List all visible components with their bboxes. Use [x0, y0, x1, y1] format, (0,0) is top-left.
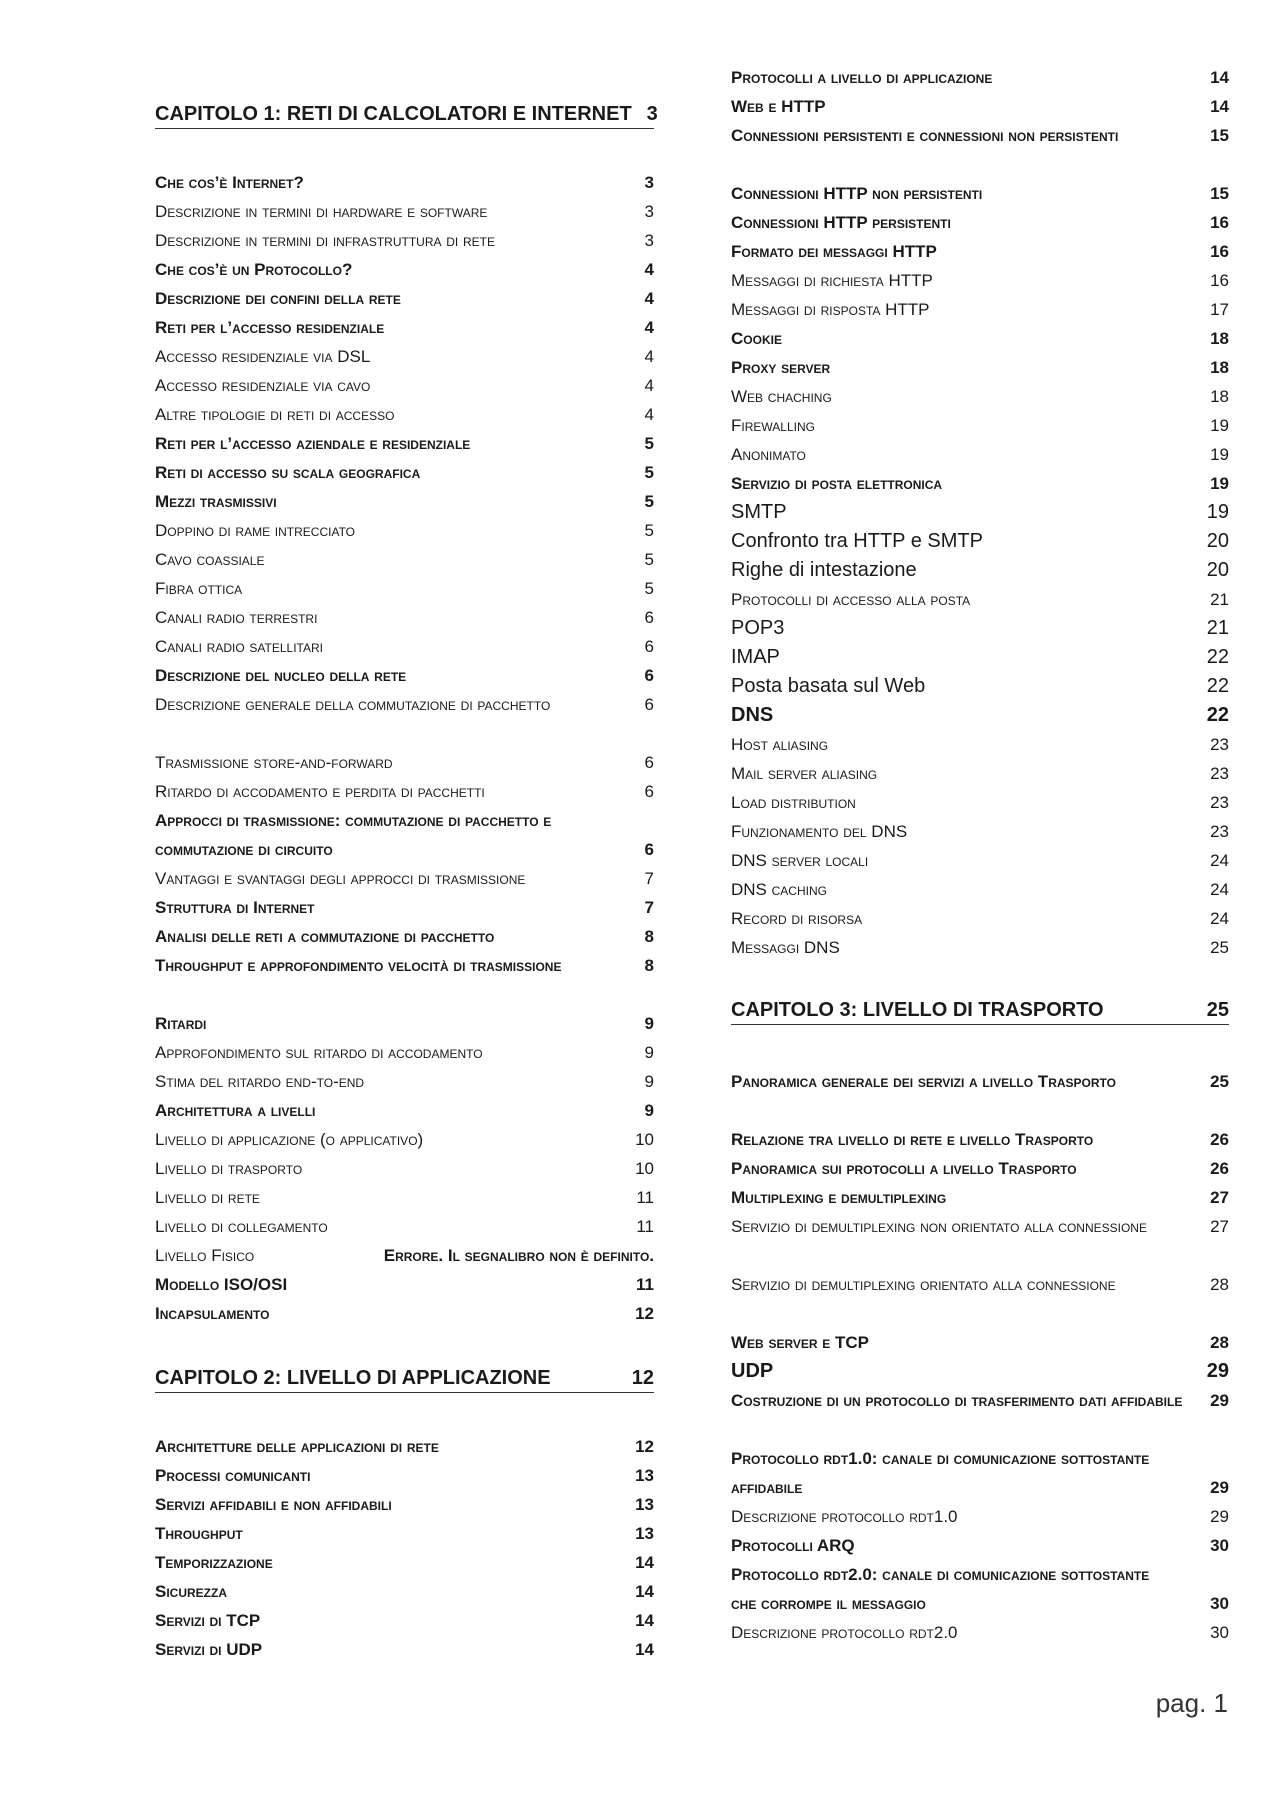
toc-page: 4 — [644, 376, 654, 395]
toc-chapter-2[interactable] — [155, 1364, 654, 1393]
toc-entry[interactable] — [731, 1560, 1229, 1618]
toc-page: 26 — [1210, 1130, 1229, 1149]
toc-page: 4 — [644, 318, 654, 337]
toc-title: Messaggi di risposta HTTP — [731, 300, 930, 319]
toc-page: 21 — [1210, 590, 1229, 609]
toc-title: Livello di trasporto — [155, 1159, 303, 1178]
toc-page: 9 — [644, 1101, 654, 1120]
toc-title: Multiplexing e demultiplexing — [731, 1188, 947, 1207]
toc-page: 23 — [1210, 764, 1229, 783]
toc-title: Reti di accesso su scala geografica — [155, 463, 421, 482]
toc-page: 23 — [1210, 822, 1229, 841]
toc-entry[interactable] — [731, 1125, 1229, 1154]
toc-page: 10 — [635, 1130, 654, 1149]
toc-title: Doppino di rame intrecciato — [155, 521, 356, 540]
toc-entry[interactable] — [731, 179, 1229, 208]
toc-page: 6 — [644, 666, 654, 685]
toc-title: CAPITOLO 1: RETI DI CALCOLATORI E INTERNET — [155, 103, 632, 125]
toc-title: Sicurezza — [155, 1582, 228, 1601]
toc-page: 28 — [1210, 1275, 1229, 1294]
toc-entry[interactable] — [155, 458, 654, 487]
toc-page: 4 — [644, 260, 654, 279]
toc-title: Descrizione protocollo rdt2.0 — [731, 1623, 958, 1642]
toc-entry[interactable] — [731, 556, 1229, 585]
toc-page: 30 — [1210, 1594, 1229, 1613]
toc-page: 13 — [635, 1466, 654, 1485]
toc-page: 26 — [1210, 1159, 1229, 1178]
toc-title: Throughput e approfondimento velocità di trasmissione — [155, 956, 562, 975]
toc-entry[interactable] — [155, 1154, 654, 1183]
toc-page: 24 — [1210, 851, 1229, 870]
toc-entry[interactable] — [155, 342, 654, 371]
toc-page: 14 — [635, 1553, 654, 1572]
toc-entry[interactable] — [731, 1212, 1229, 1241]
toc-entry[interactable] — [731, 614, 1229, 643]
toc-title: Web server e TCP — [731, 1333, 870, 1352]
toc-page: 7 — [644, 898, 654, 917]
toc-entry[interactable] — [731, 266, 1229, 295]
toc-entry[interactable] — [155, 1606, 654, 1635]
toc-title: Che cos’è un Protocollo? — [155, 260, 353, 279]
toc-page: 29 — [1210, 1478, 1229, 1497]
toc-title: Mezzi trasmissivi — [155, 492, 277, 511]
toc-title: Connessioni persistenti e connessioni non persistenti — [731, 126, 1119, 145]
toc-page: 12 — [635, 1437, 654, 1456]
toc-title: Vantaggi e svantaggi degli approcci di trasmissione — [155, 869, 526, 888]
toc-title: Servizi di TCP — [155, 1611, 261, 1630]
toc-entry[interactable] — [731, 295, 1229, 324]
toc-title: Host aliasing — [731, 735, 829, 754]
toc-entry[interactable] — [731, 1154, 1229, 1183]
toc-entry[interactable] — [155, 168, 654, 197]
toc-entry[interactable] — [731, 92, 1229, 121]
toc-entry[interactable] — [155, 893, 654, 922]
toc-title: Reti per l’accesso residenziale — [155, 318, 385, 337]
toc-page: 24 — [1210, 909, 1229, 928]
toc-page: 29 — [1210, 1391, 1229, 1410]
toc-title: Load distribution — [731, 793, 856, 812]
toc-entry[interactable] — [731, 411, 1229, 440]
toc-entry[interactable] — [155, 1125, 654, 1154]
toc-page: 22 — [1206, 704, 1229, 726]
toc-page: 5 — [644, 434, 654, 453]
toc-title: Livello di rete — [155, 1188, 260, 1207]
toc-title: Panoramica generale dei servizi a livello Trasporto — [731, 1072, 1116, 1091]
toc-entry[interactable] — [731, 353, 1229, 382]
toc-title: Approcci di trasmissione: commutazione di pacchetto e commutazione di circuito — [155, 811, 552, 859]
toc-entry[interactable] — [155, 1067, 654, 1096]
toc-title: Analisi delle reti a commutazione di pacchetto — [155, 927, 495, 946]
toc-entry[interactable] — [731, 730, 1229, 759]
toc-page: 18 — [1210, 329, 1229, 348]
toc-entry[interactable] — [731, 759, 1229, 788]
toc-page: 19 — [1210, 445, 1229, 464]
toc-entry[interactable] — [155, 748, 654, 777]
toc-entry[interactable] — [731, 63, 1229, 92]
toc-page: 19 — [1210, 474, 1229, 493]
toc-page: 12 — [631, 1367, 654, 1389]
toc-page: 16 — [1210, 242, 1229, 261]
toc-page: 24 — [1210, 880, 1229, 899]
toc-entry[interactable] — [155, 864, 654, 893]
toc-title: Protocolli ARQ — [731, 1536, 855, 1555]
toc-title: DNS caching — [731, 880, 827, 899]
toc-title: Confronto tra HTTP e SMTP — [731, 530, 983, 552]
toc-title: Stima del ritardo end-to-end — [155, 1072, 365, 1091]
toc-title: Servizio di demultiplexing orientato alla connessione — [731, 1275, 1116, 1294]
toc-entry[interactable] — [155, 806, 654, 864]
toc-page: 11 — [636, 1217, 654, 1236]
toc-page: 29 — [1210, 1507, 1229, 1526]
toc-page: 19 — [1206, 501, 1229, 523]
toc-entry[interactable] — [731, 933, 1229, 962]
toc-page: 18 — [1210, 387, 1229, 406]
toc-entry[interactable] — [731, 1618, 1229, 1647]
toc-title: Connessioni HTTP persistenti — [731, 213, 951, 232]
toc-entry[interactable] — [155, 1009, 654, 1038]
toc-title: Canali radio terrestri — [155, 608, 318, 627]
toc-title: Posta basata sul Web — [731, 675, 926, 697]
toc-page: 6 — [644, 840, 654, 859]
toc-title: Firewalling — [731, 416, 815, 435]
toc-title: Temporizzazione — [155, 1553, 273, 1572]
toc-title: Messaggi di richiesta HTTP — [731, 271, 933, 290]
toc-title: Altre tipologie di reti di accesso — [155, 405, 395, 424]
toc-entry[interactable] — [731, 846, 1229, 875]
toc-page: 5 — [644, 579, 654, 598]
toc-entry[interactable] — [155, 1577, 654, 1606]
toc-title: Processi comunicanti — [155, 1466, 311, 1485]
toc-entry[interactable] — [731, 237, 1229, 266]
toc-page: 15 — [1210, 184, 1229, 203]
toc-entry[interactable] — [731, 1531, 1229, 1560]
toc-title: SMTP — [731, 501, 787, 523]
toc-entry[interactable] — [731, 1067, 1229, 1096]
toc-page: 14 — [635, 1640, 654, 1659]
toc-page: 25 — [1206, 999, 1229, 1021]
toc-title: Livello Fisico — [155, 1246, 255, 1265]
toc-title: Modello ISO/OSI — [155, 1275, 288, 1294]
toc-entry[interactable] — [731, 1502, 1229, 1531]
toc-entry[interactable] — [731, 527, 1229, 556]
toc-page: 12 — [635, 1304, 654, 1323]
toc-page: 9 — [644, 1072, 654, 1091]
toc-page: 15 — [1210, 126, 1229, 145]
toc-page: 18 — [1210, 358, 1229, 377]
toc-entry[interactable] — [731, 1328, 1229, 1357]
toc-entry[interactable] — [155, 313, 654, 342]
toc-entry[interactable] — [155, 777, 654, 806]
toc-entry[interactable] — [155, 1519, 654, 1548]
toc-title: Protocolli a livello di applicazione — [731, 68, 993, 87]
toc-page: 14 — [1210, 97, 1229, 116]
toc-entry[interactable] — [155, 516, 654, 545]
toc-page: 10 — [635, 1159, 654, 1178]
toc-entry[interactable] — [155, 284, 654, 313]
toc-entry[interactable] — [731, 672, 1229, 701]
toc-title: Ritardo di accodamento e perdita di pacchetti — [155, 782, 485, 801]
toc-title: Che cos’è Internet? — [155, 173, 304, 192]
toc-page: 29 — [1206, 1360, 1229, 1382]
toc-page: 6 — [644, 753, 654, 772]
toc-title: Record di risorsa — [731, 909, 863, 928]
toc-entry[interactable] — [731, 1270, 1229, 1299]
toc-title: Messaggi DNS — [731, 938, 840, 957]
toc-title: Trasmissione store-and-forward — [155, 753, 393, 772]
toc-entry[interactable] — [155, 1490, 654, 1519]
toc-page: 8 — [644, 956, 654, 975]
toc-title: Servizi di UDP — [155, 1640, 263, 1659]
toc-title: Accesso residenziale via cavo — [155, 376, 371, 395]
toc-entry[interactable] — [155, 574, 654, 603]
toc-entry[interactable] — [731, 382, 1229, 411]
toc-entry[interactable] — [731, 788, 1229, 817]
toc-title: Livello di applicazione (o applicativo) — [155, 1130, 424, 1149]
toc-page: 3 — [646, 103, 658, 125]
toc-title: Approfondimento sul ritardo di accodamento — [155, 1043, 483, 1062]
toc-entry[interactable] — [731, 701, 1229, 730]
toc-entry[interactable] — [155, 545, 654, 574]
toc-page: 3 — [644, 173, 654, 192]
toc-entry[interactable] — [155, 632, 654, 661]
toc-page: 5 — [644, 550, 654, 569]
toc-page: 7 — [644, 869, 654, 888]
toc-entry[interactable] — [155, 371, 654, 400]
toc-page: 13 — [635, 1524, 654, 1543]
toc-entry[interactable] — [155, 922, 654, 951]
toc-page: 19 — [1210, 416, 1229, 435]
toc-entry[interactable] — [155, 255, 654, 284]
toc-entry[interactable] — [155, 1096, 654, 1125]
toc-title: Canali radio satellitari — [155, 637, 323, 656]
toc-page: 4 — [644, 347, 654, 366]
toc-page: 25 — [1210, 938, 1229, 957]
toc-title: Cavo coassiale — [155, 550, 265, 569]
toc-title: Architetture delle applicazioni di rete — [155, 1437, 439, 1456]
toc-page: 6 — [644, 608, 654, 627]
toc-entry[interactable] — [155, 400, 654, 429]
toc-title: Righe di intestazione — [731, 559, 917, 581]
toc-title: Panoramica sui protocolli a livello Trasporto — [731, 1159, 1077, 1178]
toc-entry[interactable] — [155, 197, 654, 226]
toc-title: CAPITOLO 3: LIVELLO DI TRASPORTO — [731, 999, 1104, 1021]
toc-title: UDP — [731, 1360, 774, 1382]
toc-title: Protocolli di accesso alla posta — [731, 590, 971, 609]
toc-page: 6 — [644, 782, 654, 801]
toc-title: Anonimato — [731, 445, 806, 464]
toc-title: Cookie — [731, 329, 782, 348]
toc-entry[interactable] — [731, 440, 1229, 469]
toc-page: 14 — [635, 1582, 654, 1601]
toc-entry[interactable] — [155, 661, 654, 690]
page-number: pag. 1 — [1155, 1688, 1228, 1718]
toc-page: 3 — [644, 202, 654, 221]
toc-entry[interactable] — [731, 643, 1229, 672]
toc-title: Funzionamento del DNS — [731, 822, 908, 841]
toc-title: Descrizione dei confini della rete — [155, 289, 401, 308]
toc-title: Livello di collegamento — [155, 1217, 328, 1236]
toc-page-error: Errore. Il segnalibro non è definito. — [383, 1246, 654, 1265]
toc-title: Protocollo rdt1.0: canale di comunicazione sottostante affidabile — [731, 1449, 1150, 1497]
toc-title: Fibra ottica — [155, 579, 243, 598]
toc-entry[interactable] — [155, 1635, 654, 1664]
toc-title: Web e HTTP — [731, 97, 826, 116]
toc-entry[interactable] — [155, 1038, 654, 1067]
toc-page: 30 — [1210, 1536, 1229, 1555]
toc-entry[interactable] — [155, 603, 654, 632]
toc-entry[interactable] — [155, 690, 654, 719]
toc-page: 22 — [1206, 646, 1229, 668]
toc-entry[interactable] — [731, 324, 1229, 353]
toc-entry[interactable] — [731, 875, 1229, 904]
toc-entry[interactable] — [155, 1299, 654, 1328]
toc-entry[interactable] — [731, 121, 1229, 150]
toc-page: 23 — [1210, 735, 1229, 754]
toc-title: Descrizione in termini di infrastruttura di rete — [155, 231, 495, 250]
toc-page: 21 — [1206, 617, 1229, 639]
toc-entry[interactable] — [731, 1386, 1229, 1415]
toc-title: POP3 — [731, 617, 785, 639]
toc-title: Relazione tra livello di rete e livello Trasporto — [731, 1130, 1094, 1149]
toc-page: 27 — [1210, 1217, 1229, 1236]
toc-page: 11 — [636, 1188, 654, 1207]
toc-entry[interactable] — [731, 498, 1229, 527]
toc-page: 16 — [1210, 271, 1229, 290]
toc-entry[interactable] — [731, 469, 1229, 498]
toc-page: 9 — [644, 1014, 654, 1033]
toc-title: Proxy server — [731, 358, 831, 377]
toc-entry[interactable] — [731, 585, 1229, 614]
toc-page: 14 — [1210, 68, 1229, 87]
toc-title: DNS server locali — [731, 851, 869, 870]
toc-entry[interactable] — [155, 1548, 654, 1577]
toc-page: 4 — [644, 289, 654, 308]
toc-page: 8 — [644, 927, 654, 946]
toc-entry[interactable] — [731, 208, 1229, 237]
toc-entry[interactable] — [155, 1270, 654, 1299]
toc-page: 5 — [644, 521, 654, 540]
toc-entry[interactable] — [731, 1444, 1229, 1502]
toc-page: 22 — [1206, 675, 1229, 697]
toc-page: 17 — [1210, 300, 1229, 319]
toc-chapter-3[interactable] — [731, 996, 1229, 1025]
toc-page: 6 — [644, 637, 654, 656]
toc-title: CAPITOLO 2: LIVELLO DI APPLICAZIONE — [155, 1367, 551, 1389]
toc-title: Servizi affidabili e non affidabili — [155, 1495, 392, 1514]
toc-page: 25 — [1210, 1072, 1229, 1091]
toc-entry[interactable] — [155, 487, 654, 516]
toc-title: Ritardi — [155, 1014, 207, 1033]
toc-page: 16 — [1210, 213, 1229, 232]
toc-title: Descrizione del nucleo della rete — [155, 666, 407, 685]
toc-title: Servizio di demultiplexing non orientato alla connessione — [731, 1217, 1147, 1236]
toc-title: Formato dei messaggi HTTP — [731, 242, 937, 261]
toc-entry[interactable] — [155, 1183, 654, 1212]
toc-title: Throughput — [155, 1524, 243, 1543]
toc-entry[interactable] — [155, 1432, 654, 1461]
toc-title: Architettura a livelli — [155, 1101, 316, 1120]
toc-page: 6 — [644, 695, 654, 714]
toc-page: 13 — [635, 1495, 654, 1514]
toc-page: 14 — [635, 1611, 654, 1630]
toc-title: Connessioni HTTP non persistenti — [731, 184, 983, 203]
toc-title: Costruzione di un protocollo di trasferimento dati affidabile — [731, 1391, 1183, 1410]
toc-page: 5 — [644, 463, 654, 482]
toc-entry[interactable] — [731, 904, 1229, 933]
toc-page: 5 — [644, 492, 654, 511]
toc-entry[interactable] — [731, 1183, 1229, 1212]
toc-title: Struttura di Internet — [155, 898, 315, 917]
toc-page: 28 — [1210, 1333, 1229, 1352]
toc-page: 27 — [1210, 1188, 1229, 1207]
toc-entry-error[interactable] — [155, 1241, 654, 1270]
toc-title: Accesso residenziale via DSL — [155, 347, 371, 366]
toc-entry[interactable] — [155, 1212, 654, 1241]
toc-title: Reti per l’accesso aziendale e residenziale — [155, 434, 471, 453]
toc-entry[interactable] — [155, 429, 654, 458]
toc-page: 20 — [1206, 530, 1229, 552]
toc-entry[interactable] — [731, 1357, 1229, 1386]
toc-page: 11 — [636, 1275, 654, 1294]
toc-title: Incapsulamento — [155, 1304, 270, 1323]
toc-title: DNS — [731, 704, 774, 726]
toc-title: Descrizione protocollo rdt1.0 — [731, 1507, 958, 1526]
toc-title: IMAP — [731, 646, 780, 668]
toc-title: Descrizione generale della commutazione di pacchetto — [155, 695, 551, 714]
toc-entry[interactable] — [155, 951, 654, 980]
toc-title: Descrizione in termini di hardware e software — [155, 202, 488, 221]
toc-title: Servizio di posta elettronica — [731, 474, 943, 493]
toc-entry[interactable] — [155, 1461, 654, 1490]
toc-page: 3 — [644, 231, 654, 250]
toc-page: 23 — [1210, 793, 1229, 812]
toc-title: Web chaching — [731, 387, 832, 406]
toc-page: 30 — [1210, 1623, 1229, 1642]
toc-title: Protocollo rdt2.0: canale di comunicazione sottostante che corrompe il messaggio — [731, 1565, 1150, 1613]
toc-entry[interactable] — [155, 226, 654, 255]
toc-entry[interactable] — [731, 817, 1229, 846]
toc-page: 20 — [1206, 559, 1229, 581]
toc-title: Mail server aliasing — [731, 764, 878, 783]
toc-page: 9 — [644, 1043, 654, 1062]
toc-page: 4 — [644, 405, 654, 424]
toc-chapter-1[interactable] — [155, 100, 658, 129]
